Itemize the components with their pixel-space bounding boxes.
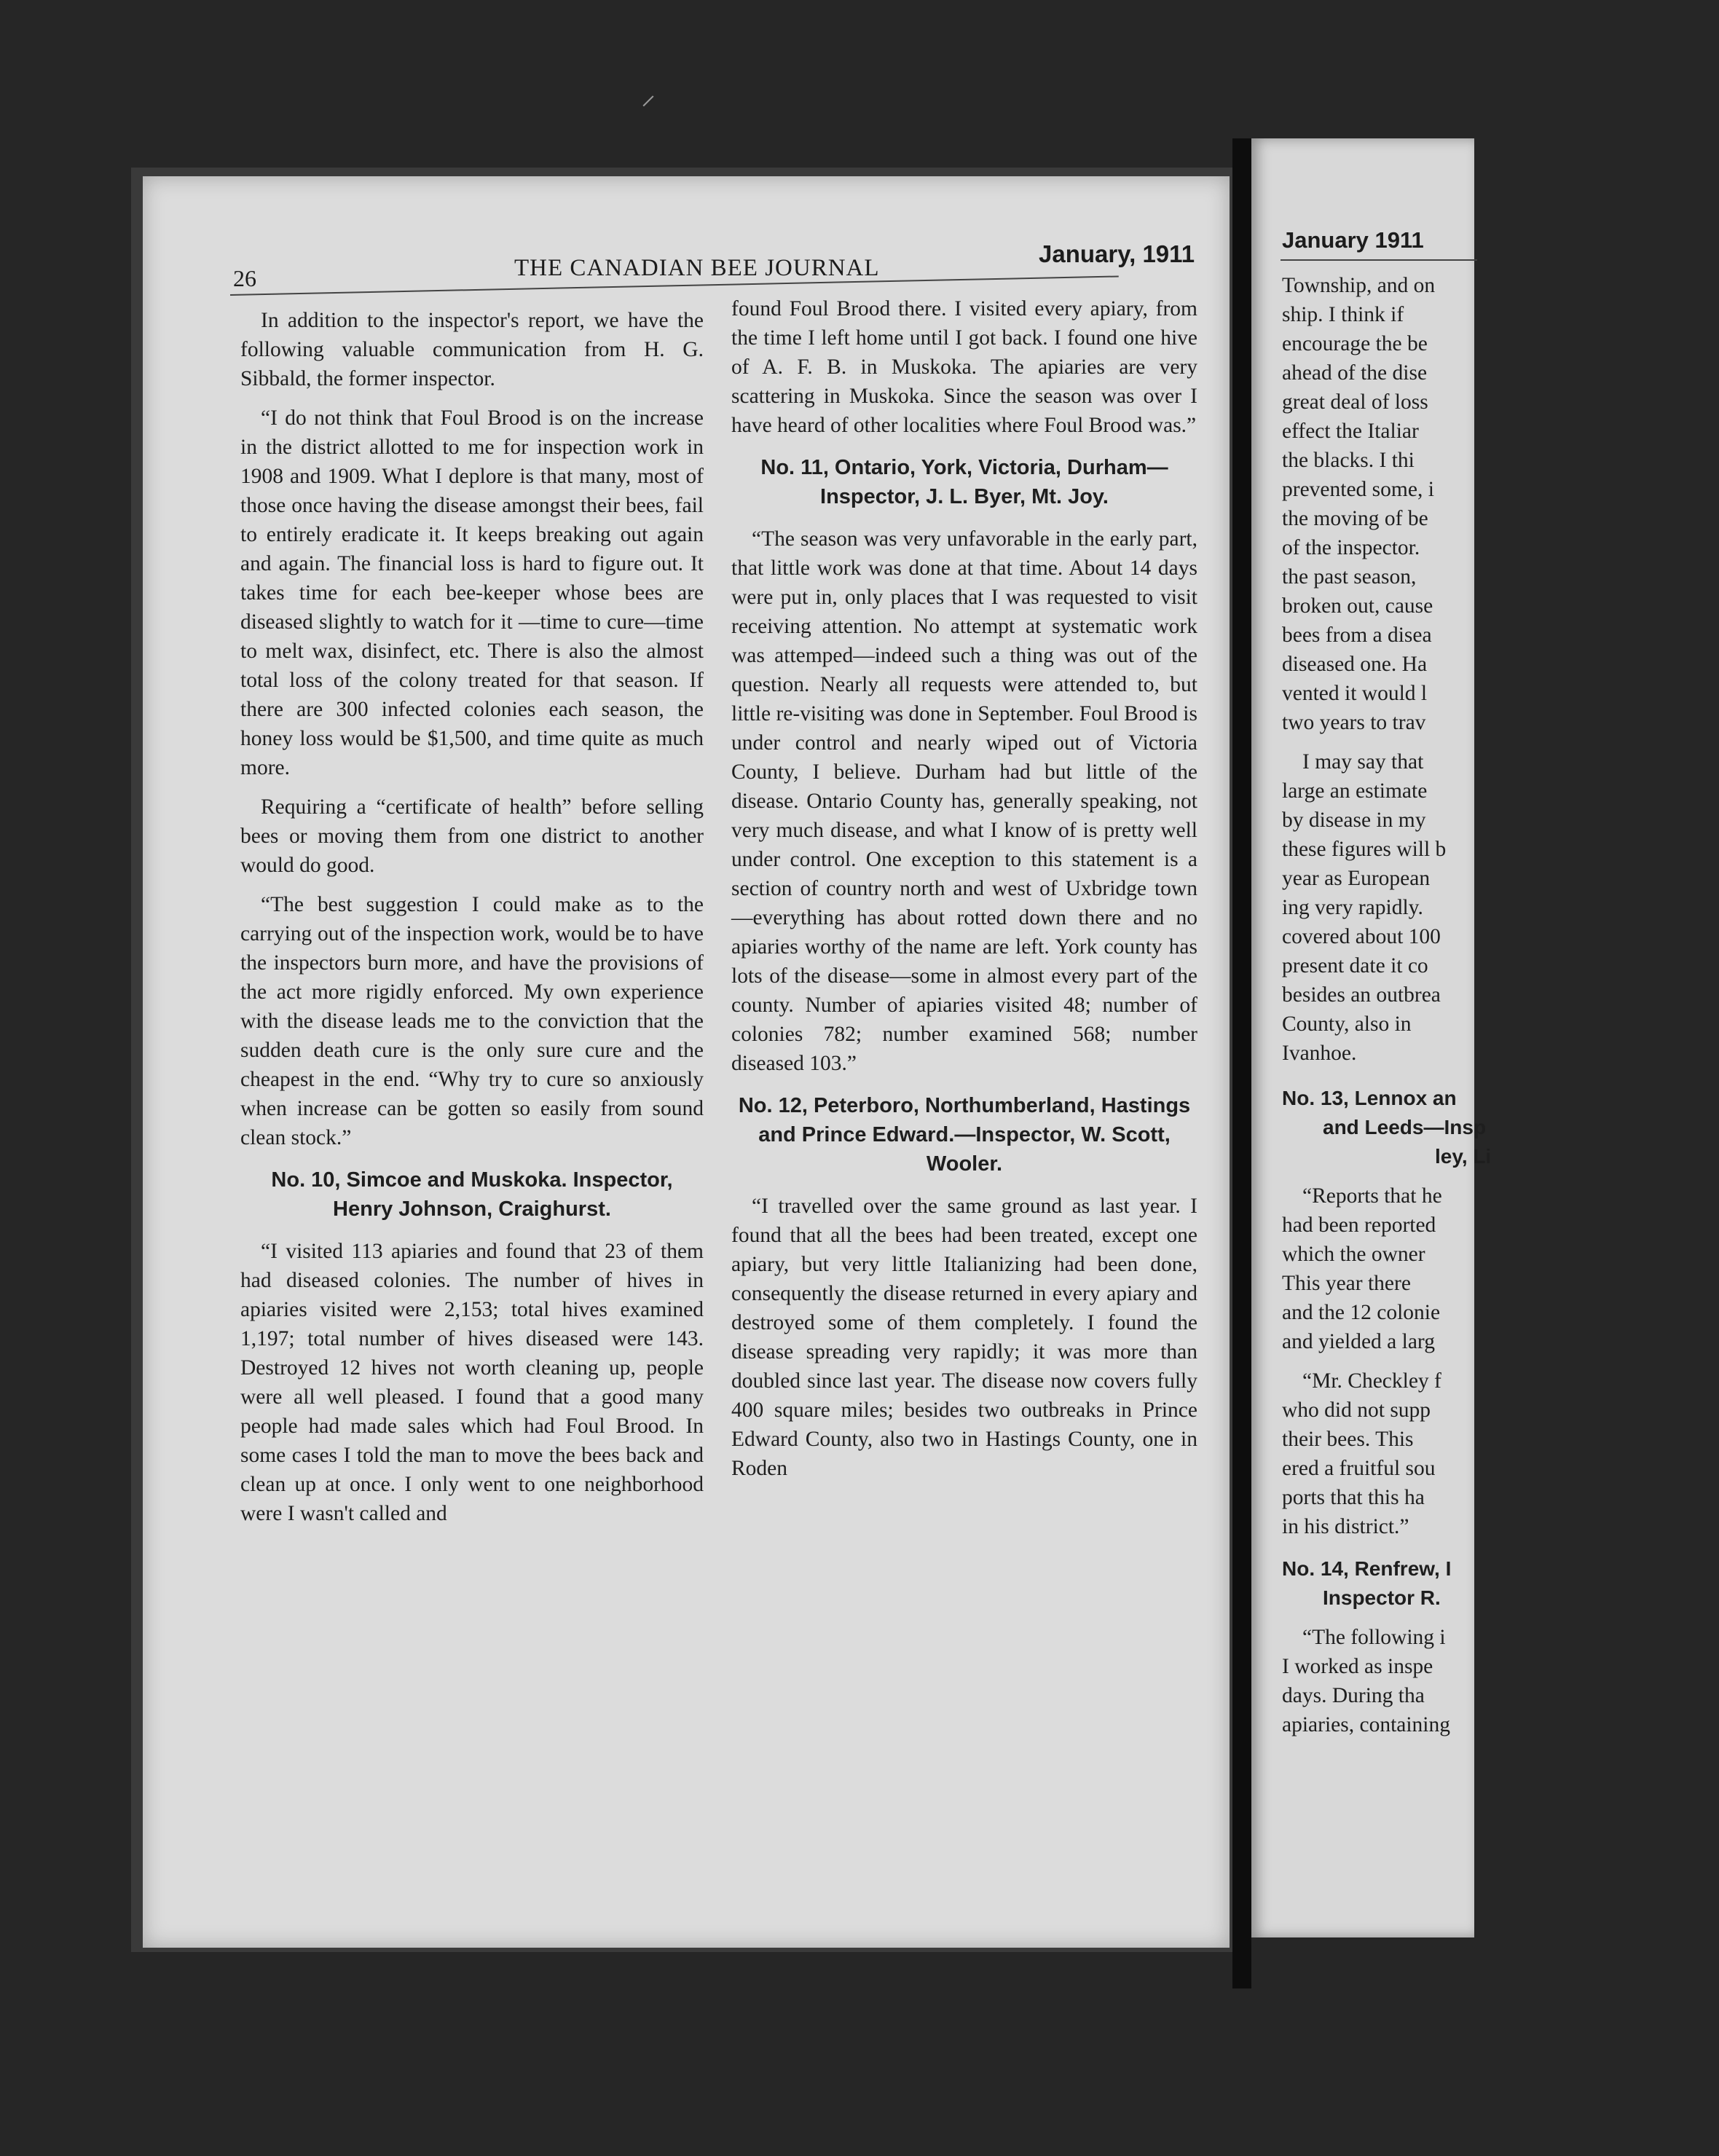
section-heading-no13-line3: ley, Li: [1435, 1145, 1492, 1168]
column-1: [240, 306, 704, 1538]
text-line: and the 12 colonie: [1282, 1301, 1441, 1324]
text-line: County, also in: [1282, 1012, 1412, 1036]
text-line: ship. I think if: [1282, 303, 1404, 326]
left-page: [143, 176, 1230, 1948]
text-line: had been reported: [1282, 1213, 1436, 1237]
right-header-rule: [1281, 259, 1477, 261]
text-line: large an estimate: [1282, 779, 1428, 803]
running-title: THE CANADIAN BEE JOURNAL: [514, 255, 880, 281]
text-line: encourage the be: [1282, 332, 1428, 355]
section-heading-no10: No. 10, Simcoe and Muskoka. Inspector, Henry Johnson, Craighurst.: [271, 1168, 673, 1221]
text-line: the moving of be: [1282, 507, 1428, 530]
text-line: two years to trav: [1282, 711, 1426, 734]
text-line: prevented some, i: [1282, 478, 1434, 501]
text-line: days. During tha: [1282, 1684, 1425, 1707]
text-line: Township, and on: [1282, 274, 1436, 297]
right-page-date: January 1911: [1282, 227, 1424, 253]
text-line: effect the Italiar: [1282, 420, 1419, 443]
column-2: [731, 294, 1197, 1493]
section-heading-no13: No. 13, Lennox an: [1282, 1087, 1457, 1109]
suggestion-paragraph: “The best suggestion I could make as to the carrying out of the inspection work, would be to have the inspectors burn more, and have the provisions of the act more rigidly enforced. My own experience with the disease leads me to the conviction that the sudden death cure is the only sure cure and the cheapest in the end. “Why try to cure so anxiously when increase can be gotten so easily from sound clean stock.”: [240, 893, 704, 1149]
text-line: “The following i: [1302, 1626, 1446, 1649]
text-line: the past season,: [1282, 565, 1417, 589]
text-line: bees from a disea: [1282, 623, 1432, 647]
text-line: their bees. This: [1282, 1428, 1414, 1451]
text-line: broken out, cause: [1282, 594, 1433, 618]
byer-report: “The season was very unfavorable in the early part, that little work was done at that time. About 14 days were put in, only places that I was requested to visit receiving attention. No attempt at systematic work was attemped—indeed such a thing was out of the question. Nearly all requests were attended to, but little re-visiting was done in September. Foul Brood is under control and nearly wiped out of Victoria County, I believe. Durham had but little of the disease. Ontario County has, generally speaking, not very much disease, and what I know of is pretty well under control. One exception to this statement is a section of country north and west of Uxbridge town—everything has about rotted down there and no apiaries worthy of the name are left. York county has lots of the disease—some in almost every part of the county. Number of apiaries visited 48; number of colonies 782; number examined 568; number diseased 103.”: [731, 527, 1197, 1075]
text-line: great deal of loss: [1282, 390, 1428, 414]
page-number: 26: [233, 265, 256, 291]
section-heading-no11: No. 11, Ontario, York, Victoria, Durham—Inspector, J. L. Byer, Mt. Joy.: [760, 456, 1168, 508]
text-line: ports that this ha: [1282, 1486, 1425, 1509]
text-line: the blacks. I thi: [1282, 449, 1415, 472]
right-page: [1251, 138, 1492, 1937]
text-line: diseased one. Ha: [1282, 653, 1428, 676]
text-line: I worked as inspe: [1282, 1655, 1433, 1678]
johnson-report: “I visited 113 apiaries and found that 23 of them had diseased colonies. The number of hives in apiaries visited were 2,153; total hives examined 1,197; total number of hives diseased were 143. Destroyed 12 hives not worth cleaning up, people were all well pleased. I found that a good many people had made sales which had Foul Brood. In some cases I told the man to move the bees back and clean up at once. I only went to one neighborhood were I wasn't called and: [240, 1240, 704, 1525]
section-heading-no12: No. 12, Peterboro, Northumberland, Hastings and Prince Edward.—Inspector, W. Scott, Wooler.: [738, 1094, 1191, 1176]
text-line: “Mr. Checkley f: [1302, 1369, 1441, 1393]
text-line: vented it would l: [1282, 682, 1428, 705]
text-line: who did not supp: [1282, 1398, 1431, 1422]
text-line: covered about 100: [1282, 925, 1441, 948]
certificate-paragraph: Requiring a “certificate of health” before selling bees or moving them from one district to another would do good.: [240, 795, 704, 877]
text-line: apiaries, containing: [1282, 1713, 1451, 1736]
right-column: [1282, 271, 1719, 1739]
text-line: This year there: [1282, 1272, 1411, 1295]
text-line: besides an outbrea: [1282, 983, 1441, 1007]
text-line: present date it co: [1282, 954, 1428, 977]
scott-report: “I travelled over the same ground as last year. I found that all the bees had been treated, except one apiary, but very little Italianizing had been done, consequently the disease returned in every apiary and destroyed some of them completely. I found the disease spreading very rapidly; it was more than doubled since last year. The disease now covers fully 400 square miles; besides two outbreaks in Prince Edward County, also two in Hastings County, one in Roden: [731, 1195, 1197, 1480]
issue-date: January, 1911: [1039, 240, 1195, 267]
text-line: these figures will b: [1282, 838, 1447, 861]
intro-paragraph: In addition to the inspector's report, we have the following valuable communication from H. G. Sibbald, the former inspector.: [240, 309, 704, 390]
text-line: “Reports that he: [1302, 1184, 1442, 1208]
text-line: by disease in my: [1282, 808, 1426, 832]
text-line: ing very rapidly.: [1282, 896, 1423, 919]
text-line: ered a fruitful sou: [1282, 1457, 1436, 1480]
text-line: which the owner: [1282, 1243, 1425, 1266]
section-heading-no14: No. 14, Renfrew, I: [1282, 1557, 1452, 1580]
text-line: and yielded a larg: [1282, 1330, 1435, 1353]
sibbald-letter: “I do not think that Foul Brood is on the increase in the district allotted to me for inspection work in 1908 and 1909. What I deplore is that many, most of those once having the disease amongst their bees, fail to entirely eradicate it. It keeps breaking out again and again. The financial loss is hard to figure out. It takes time for each bee-keeper whose bees are diseased slightly to watch for it —time to cure—time to melt wax, disinfect, etc. There is also the almost total loss of the colony treated for that season. If there are 300 infected colonies each season, the honey loss would be $1,500, and time quite as much more.: [240, 406, 704, 779]
text-line: I may say that: [1302, 750, 1424, 774]
book-gutter: [1232, 138, 1251, 1988]
text-line: in his district.”: [1282, 1515, 1409, 1538]
text-line: of the inspector.: [1282, 536, 1420, 559]
johnson-report-continued: found Foul Brood there. I visited every apiary, from the time I left home until I got back. I found one hive of A. F. B. in Muskoka. The apiaries are very scattering in Muskoka. Since the season was over I have heard of other localities where Foul Brood was.”: [731, 297, 1197, 437]
text-line: Ivanhoe.: [1282, 1042, 1357, 1065]
text-line: year as European: [1282, 867, 1431, 890]
section-heading-no13-line2: and Leeds—Insp: [1323, 1116, 1487, 1138]
film-speck: ⸝: [641, 78, 656, 111]
section-heading-no14-line2: Inspector R.: [1323, 1586, 1441, 1609]
text-line: ahead of the dise: [1282, 361, 1428, 385]
